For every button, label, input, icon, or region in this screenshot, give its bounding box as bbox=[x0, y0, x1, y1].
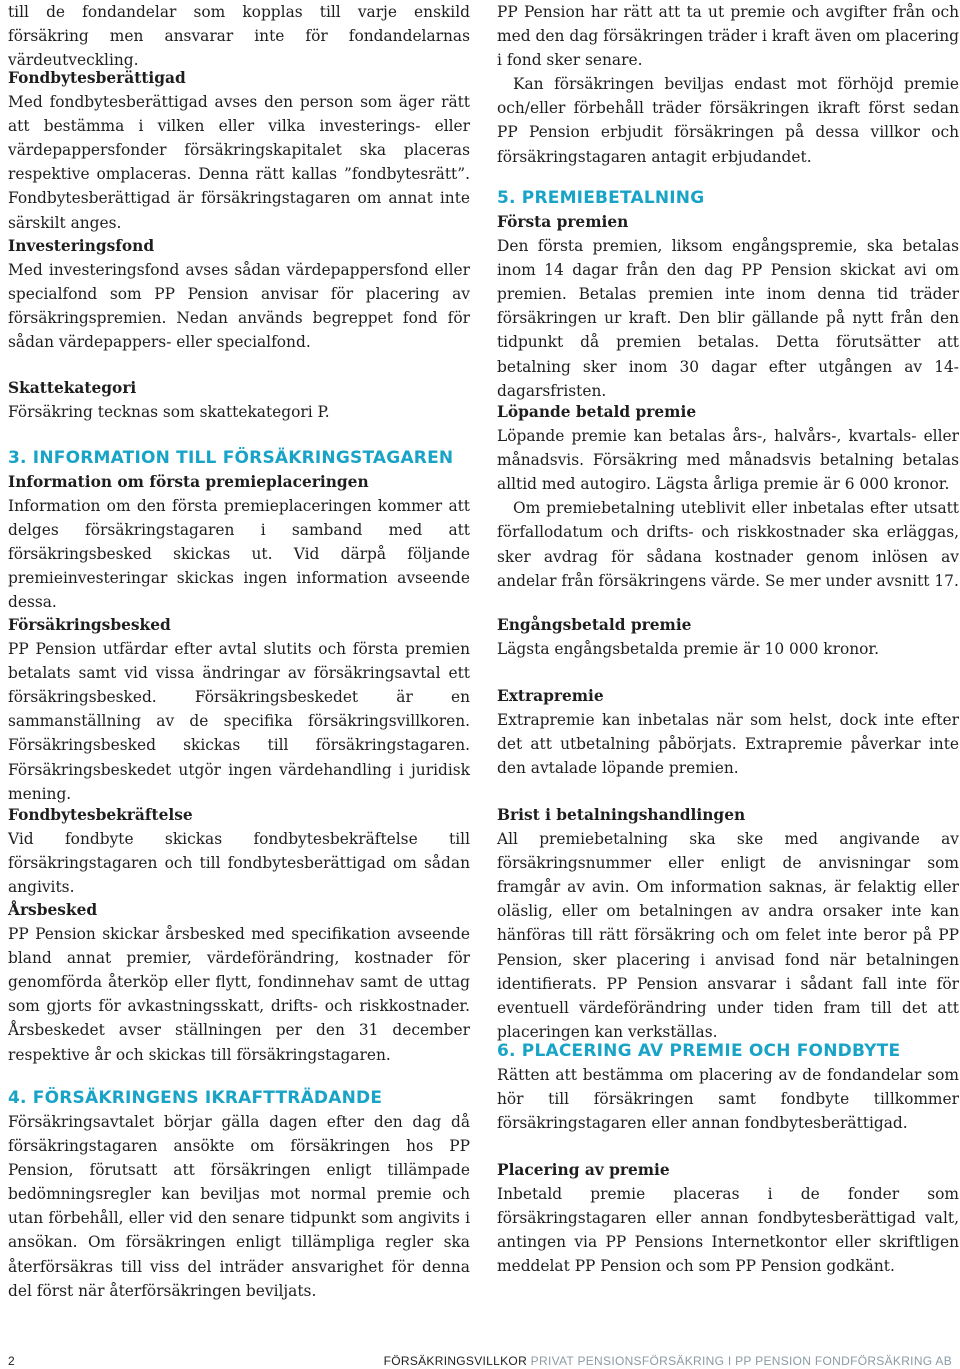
running-footer bbox=[384, 1354, 952, 1368]
section-4-ikrafttradande bbox=[8, 1086, 470, 1303]
paragraph: Försäkringsavtalet börjar gälla dagen efter den dag då försäkringstagaren ansökte om försäkringen hos PP Pension, förutsatt att försäkringen enligt tillämpade bedömningsregler kan beviljas mot normal premie och utan förbehåll, eller vid den senare tidpunkt som angivits i ansökan. Om försäkringen enligt tillämpliga regler ska återförsäkras till viss del inträder ansvarighet för denna del först när återförsäkringen beviljats. bbox=[8, 1113, 470, 1300]
paragraph: till de fondandelar som kopplas till varje enskild försäkring men ansvarar inte för fondandelarnas värdeutveckling. bbox=[8, 3, 470, 70]
section-title: 6. PLACERING AV PREMIE OCH FONDBYTE bbox=[497, 1041, 901, 1061]
subheading: Brist i betalningshandlingen bbox=[497, 806, 746, 824]
paragraph: Lägsta engångsbetalda premie är 10 000 kronor. bbox=[497, 640, 879, 659]
subheading: Skattekategori bbox=[8, 379, 137, 397]
continued-section bbox=[497, 0, 959, 169]
section-brist-i-betalning bbox=[497, 803, 959, 1044]
paragraph: Inbetald premie placeras i de fonder som försäkringstagaren eller annan fondbytesberättigad valt, antingen via PP Pensions Internetkontor eller skriftligen meddelat PP Pension och som PP Pension godkänt. bbox=[497, 1185, 959, 1276]
subheading: Placering av premie bbox=[497, 1161, 670, 1179]
section-fondbytesbekraftelse bbox=[8, 803, 470, 899]
paragraph: Med fondbytesberättigad avses den person som äger rätt att bestämma i vilken eller vilka investerings- eller värdepappersfonder försäkringskapitalet ska placeras respektive omplaceras. Denna rätt kallas ”fondbytesrätt”. Fondbytesberättigad är försäkringstagaren om annat inte särskilt anges. bbox=[8, 93, 470, 232]
paragraph: Med investeringsfond avses sådan värdepappersfond eller specialfond som PP Pension anvisar för placering av försäkringspremien. Nedan används begreppet fond för sådan värdepappers- eller specialfond. bbox=[8, 261, 470, 352]
section-title: 4. FÖRSÄKRINGENS IKRAFTTRÄDANDE bbox=[8, 1088, 383, 1108]
section-5-premiebetalning bbox=[497, 186, 959, 403]
subheading: Engångsbetald premie bbox=[497, 616, 692, 634]
subheading: Investeringsfond bbox=[8, 237, 155, 255]
subheading: Försäkringsbesked bbox=[8, 616, 171, 634]
page-number: 2 bbox=[8, 1354, 15, 1368]
section-3-information bbox=[8, 446, 470, 615]
section-engangsbetald-premie bbox=[497, 613, 959, 661]
section-investeringsfond bbox=[8, 234, 470, 354]
section-forsakringsbesked bbox=[8, 613, 470, 806]
subheading: Information om första premieplaceringen bbox=[8, 473, 369, 491]
paragraph: Extrapremie kan inbetalas när som helst, dock inte efter det att utbetalning påbörjats. Extrapremie påverkar inte den avtalade löpande premien. bbox=[497, 711, 959, 778]
continued-paragraph bbox=[8, 0, 470, 72]
section-arsbesked bbox=[8, 898, 470, 1067]
paragraph: Rätten att bestämma om placering av de fondandelar som hör till försäkringen samt fondbyte tillkommer försäkringstagaren eller annan fondbytesberättigad. bbox=[497, 1066, 959, 1133]
section-title: 3. INFORMATION TILL FÖRSÄKRINGSTAGAREN bbox=[8, 448, 454, 468]
section-title: 5. PREMIEBETALNING bbox=[497, 188, 705, 208]
paragraph: PP Pension har rätt att ta ut premie och avgifter från och med den dag försäkringen träder i kraft även om placering i fond sker senare. bbox=[497, 3, 959, 70]
subheading: Extrapremie bbox=[497, 687, 604, 705]
section-extrapremie bbox=[497, 684, 959, 780]
section-6-placering bbox=[497, 1039, 959, 1135]
section-skattekategori bbox=[8, 376, 470, 424]
subheading: Första premien bbox=[497, 213, 629, 231]
subheading: Fondbytesbekräftelse bbox=[8, 806, 193, 824]
paragraph: All premiebetalning ska ske med angivande av försäkringsnummer eller enligt de anvisningar som framgår av avin. Om information saknas, är felaktig eller oläslig, eller om betalningen av andra orsaker inte kan hänföras till rätt försäkring och om felet inte beror på PP Pension, sker placering i anvisad fond när betalningen identifierats. PP Pension ansvarar i sådant fall inte för eventuell värdeförändring under tiden fram till det att placeringen kan verkställas. bbox=[497, 830, 959, 1041]
paragraph: Information om den första premieplaceringen kommer att delges försäkringstagaren i samband med att försäkringsbesked skickas ut. Vid därpå följande premieinvesteringar skickas ingen information avseende dessa. bbox=[8, 497, 470, 612]
paragraph: Löpande premie kan betalas års-, halvårs-, kvartals- eller månadsvis. Försäkring med månadsvis betalning betalas alltid med autogiro. Lägsta årliga premie är 6 000 kronor. bbox=[497, 427, 959, 494]
section-fondbytesberattigad bbox=[8, 66, 470, 235]
paragraph: Vid fondbyte skickas fondbytesbekräftelse till försäkringstagaren och till fondbytesberättigad om sådan angivits. bbox=[8, 830, 470, 897]
paragraph: Försäkring tecknas som skattekategori P. bbox=[8, 403, 330, 422]
section-placering-av-premie bbox=[497, 1158, 959, 1278]
paragraph: PP Pension skickar årsbesked med specifikation avseende bland annat premier, värdeförändring, kostnader för genomförda återköp eller flytt, fondinnehav samt de uttag som gjorts för avkastningsskatt, drifts- och riskkostnader. Årsbeskedet avser ställningen per den 31 december respektive år och skickas till försäkringstagaren. bbox=[8, 925, 470, 1064]
paragraph: Kan försäkringen beviljas endast mot förhöjd premie och/eller förbehåll träder försäkringen ikraft först sedan PP Pension erbjudit försäkringen på dessa villkor och försäkringstagaren antagit erbjudandet. bbox=[497, 75, 959, 166]
section-lopande-premie bbox=[497, 400, 959, 593]
subheading: Fondbytesberättigad bbox=[8, 69, 186, 87]
paragraph: Den första premien, liksom engångspremie, ska betalas inom 14 dagar från den dag PP Pension skickat avi om premien. Betalas premien inte inom denna tid träder försäkringen ur kraft. Den blir gällande på nytt från den tidpunkt då premien betalas. Detta förutsätter att betalning sker inom 30 dagar efter utgången av 14-dagarsfristen. bbox=[497, 237, 959, 400]
document-label: FÖRSÄKRINGSVILLKOR bbox=[383, 1354, 528, 1368]
page-footer bbox=[8, 1354, 952, 1368]
paragraph: PP Pension utfärdar efter avtal slutits och första premien betalats samt vid vissa ändringar av försäkringsavtal ett försäkringsbesked. Försäkringsbeskedet är en sammanställning av de specifika försäkringsvillkoren. Försäkringsbesked skickas till försäkringstagaren. Försäkringsbeskedet utgör ingen värdehandling i juridisk mening. bbox=[8, 640, 470, 803]
subheading: Årsbesked bbox=[8, 901, 98, 919]
paragraph: Om premiebetalning uteblivit eller inbetalas efter utsatt förfallodatum och drifts- och riskkostnader ska erläggas, sker avdrag för sådana kostnader genom inlösen av andelar från försäkringens värde. Se mer under avsnitt 17. bbox=[497, 499, 959, 590]
document-title: PRIVAT PENSIONSFÖRSÄKRING I PP PENSION FONDFÖRSÄKRING AB bbox=[530, 1354, 952, 1368]
subheading: Löpande betald premie bbox=[497, 403, 697, 421]
